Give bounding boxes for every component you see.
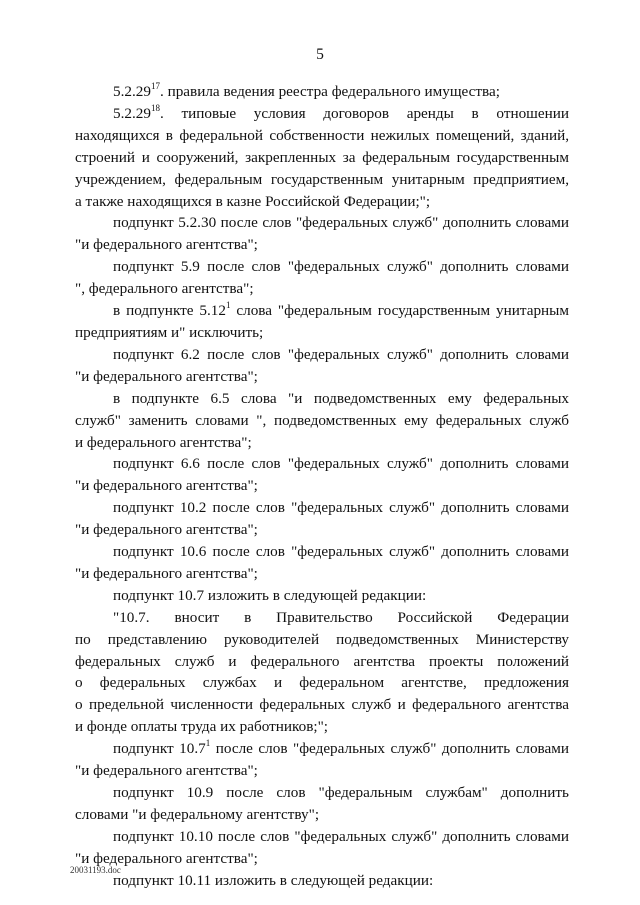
paragraph-line: подпункт 5.2.30 после слов "федеральных служб" дополнить словами (113, 214, 569, 232)
paragraph-line: строений и сооружений, закрепленных за федеральным государственным (75, 148, 569, 166)
paragraph (75, 607, 569, 738)
page-number: 5 (316, 46, 324, 63)
paragraph-line: "и федерального агентства"; (75, 849, 258, 867)
paragraph (75, 826, 569, 870)
paragraph-line: "и федерального агентства"; (75, 762, 258, 780)
paragraph-line: а также находящихся в казне Российской Федерации;"; (75, 192, 431, 210)
paragraph-line: словами "и федеральному агентству"; (75, 805, 320, 823)
paragraph (75, 782, 569, 826)
paragraph (75, 103, 569, 213)
paragraph (75, 453, 569, 497)
paragraph (75, 870, 569, 892)
paragraph (75, 497, 569, 541)
paragraph-line: подпункт 6.6 после слов "федеральных служб" дополнить словами (113, 455, 569, 473)
document-body (75, 81, 569, 892)
paragraph-line: "и федерального агентства"; (75, 477, 258, 495)
paragraph-line: "и федерального агентства"; (75, 367, 258, 385)
paragraph-line: подпункт 10.7 изложить в следующей редакции: (113, 586, 427, 604)
paragraph (75, 300, 569, 344)
paragraph-line: в подпункте 6.5 слова "и подведомственных ему федеральных (113, 389, 569, 407)
paragraph (75, 585, 569, 607)
paragraph-line: находящихся в федеральной собственности нежилых помещений, зданий, (75, 126, 569, 144)
paragraph-line: подпункт 6.2 после слов "федеральных служб" дополнить словами (113, 345, 569, 363)
paragraph-line: подпункт 10.11 изложить в следующей редакции: (113, 871, 434, 889)
paragraph (75, 541, 569, 585)
paragraph-line: "10.7. вносит в Правительство Российской Федерации (113, 608, 569, 626)
paragraph-line: "и федерального агентства"; (75, 236, 258, 254)
paragraph-line: федеральных служб и федерального агентства проекты положений (75, 652, 569, 670)
paragraph (75, 212, 569, 256)
paragraph-line: по представлению руководителей подведомственных Министерству (75, 630, 569, 648)
paragraph-line: служб" заменить словами ", подведомственных ему федеральных служб (75, 411, 569, 429)
paragraph-line: "и федерального агентства"; (75, 564, 258, 582)
paragraph-line: подпункт 10.6 после слов "федеральных служб" дополнить словами (113, 543, 569, 561)
paragraph-line: подпункт 10.10 после слов "федеральных служб" дополнить словами (113, 827, 569, 845)
paragraph-line: о федеральных службах и федеральном агентстве, предложения (75, 674, 569, 692)
paragraph-line: ", федерального агентства"; (75, 280, 254, 298)
paragraph (75, 344, 569, 388)
paragraph-line: подпункт 5.9 после слов "федеральных служб" дополнить словами (113, 258, 569, 276)
paragraph-line: 5.2.29$^{18}$. типовые условия договоров аренды в отношении (113, 102, 569, 122)
paragraph-line: в подпункте 5.12$^1$ слова "федеральным государственным унитарным (113, 300, 569, 320)
paragraph (75, 388, 569, 454)
paragraph (75, 81, 569, 103)
paragraph-line: подпункт 10.2 после слов "федеральных служб" дополнить словами (113, 499, 569, 517)
paragraph-line: подпункт 10.7$^1$ после слов "федеральных служб" дополнить словами (113, 738, 569, 758)
paragraph (75, 738, 569, 782)
paragraph-line: предприятиям и" исключить; (75, 323, 264, 341)
paragraph-line: и федерального агентства"; (75, 433, 252, 451)
paragraph-line: 5.2.29$^{17}$. правила ведения реестра федерального имущества; (113, 80, 500, 100)
paragraph-line: и фонде оплаты труда их работников;"; (75, 718, 329, 736)
paragraph-line: о предельной численности федеральных служб и федерального агентства (75, 696, 569, 714)
paragraph-line: учреждением, федеральным государственным унитарным предприятием, (75, 170, 569, 188)
paragraph-line: подпункт 10.9 после слов "федеральным службам" дополнить (113, 784, 569, 801)
footer-filename: 20031193.doc (70, 865, 121, 875)
paragraph-line: "и федерального агентства"; (75, 521, 258, 539)
paragraph (75, 256, 569, 300)
